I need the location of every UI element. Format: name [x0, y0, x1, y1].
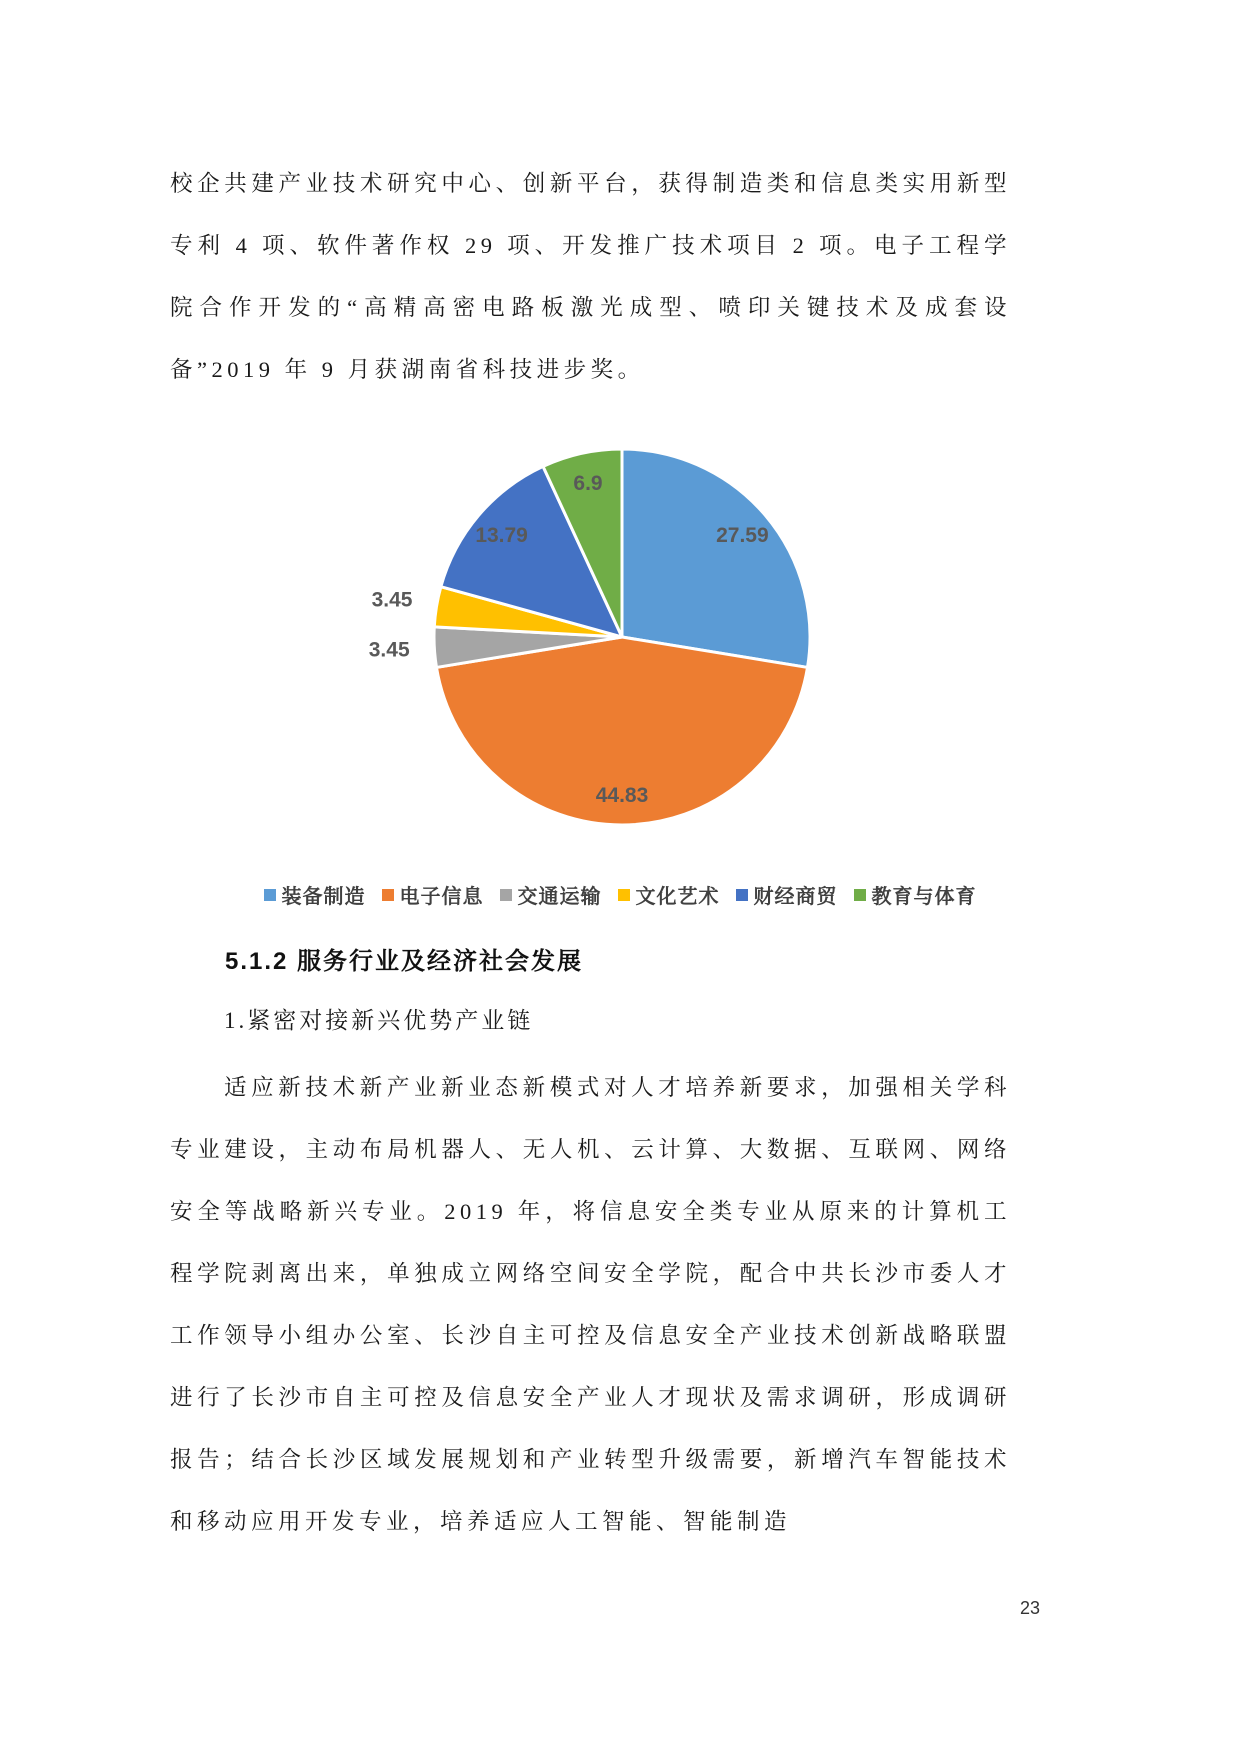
legend-item-4	[618, 880, 720, 909]
legend-label: 文化艺术	[635, 886, 720, 908]
legend-label: 财经商贸	[753, 886, 838, 908]
legend-item-1	[264, 880, 366, 909]
page-number: 23	[1020, 1598, 1041, 1618]
chart-legend	[0, 880, 1240, 909]
legend-swatch-icon	[500, 889, 512, 901]
legend-item-6	[854, 880, 977, 909]
pie-chart	[332, 427, 912, 877]
pie-data-label: 44.83	[595, 783, 649, 807]
legend-swatch-icon	[736, 889, 748, 901]
legend-swatch-icon	[264, 889, 276, 901]
pie-data-label: 6.9	[573, 471, 603, 495]
legend-swatch-icon	[618, 889, 630, 901]
pie-slice-1	[622, 449, 810, 667]
legend-item-2	[382, 880, 484, 909]
legend-label: 电子信息	[399, 886, 484, 908]
legend-item-5	[736, 880, 838, 909]
pie-data-label: 13.79	[475, 523, 528, 547]
legend-label: 教育与体育	[871, 886, 977, 908]
section-heading: 5.1.2 服务行业及经济社会发展	[225, 948, 584, 975]
paragraph-industry-service: 适应新技术新产业新业态新模式对人才培养新要求，加强相关学科专业建设，主动布局机器人、无人机、云计算、大数据、互联网、网络安全等战略新兴专业。2019 年，将信息安全类专业从原来的计算机工程学院剥离出来，单独成立网络空间安全学院，配合中共长沙市委人才工作领导小组办公室、长沙自主可控及信息安全产业技术创新战略联盟进行了长沙市自主可控及信息安全产业人才现状及需求调研，形成调研报告；结合长沙区域发展规划和产业转型升级需要，新增汽车智能技术和移动应用开发专业，培养适应人工智能、智能制造	[170, 1075, 1011, 1534]
legend-label: 装备制造	[281, 886, 366, 908]
legend-swatch-icon	[854, 889, 866, 901]
legend-item-3	[500, 880, 602, 909]
legend-swatch-icon	[382, 889, 394, 901]
pie-data-label: 27.59	[716, 523, 769, 547]
legend-label: 交通运输	[517, 886, 602, 908]
paragraph-research-achievements: 校企共建产业技术研究中心、创新平台，获得制造类和信息类实用新型专利 4 项、软件著作权 29 项、开发推广技术项目 2 项。电子工程学院合作开发的“高精高密电路板激光成型、喷印关键技术及成套设备”2019 年 9 月获湖南省科技进步奖。	[170, 171, 1011, 382]
section-subheading: 1.紧密对接新兴优势产业链	[224, 1008, 534, 1033]
pie-data-label: 3.45	[371, 588, 413, 612]
pie-data-label: 3.45	[368, 638, 410, 662]
